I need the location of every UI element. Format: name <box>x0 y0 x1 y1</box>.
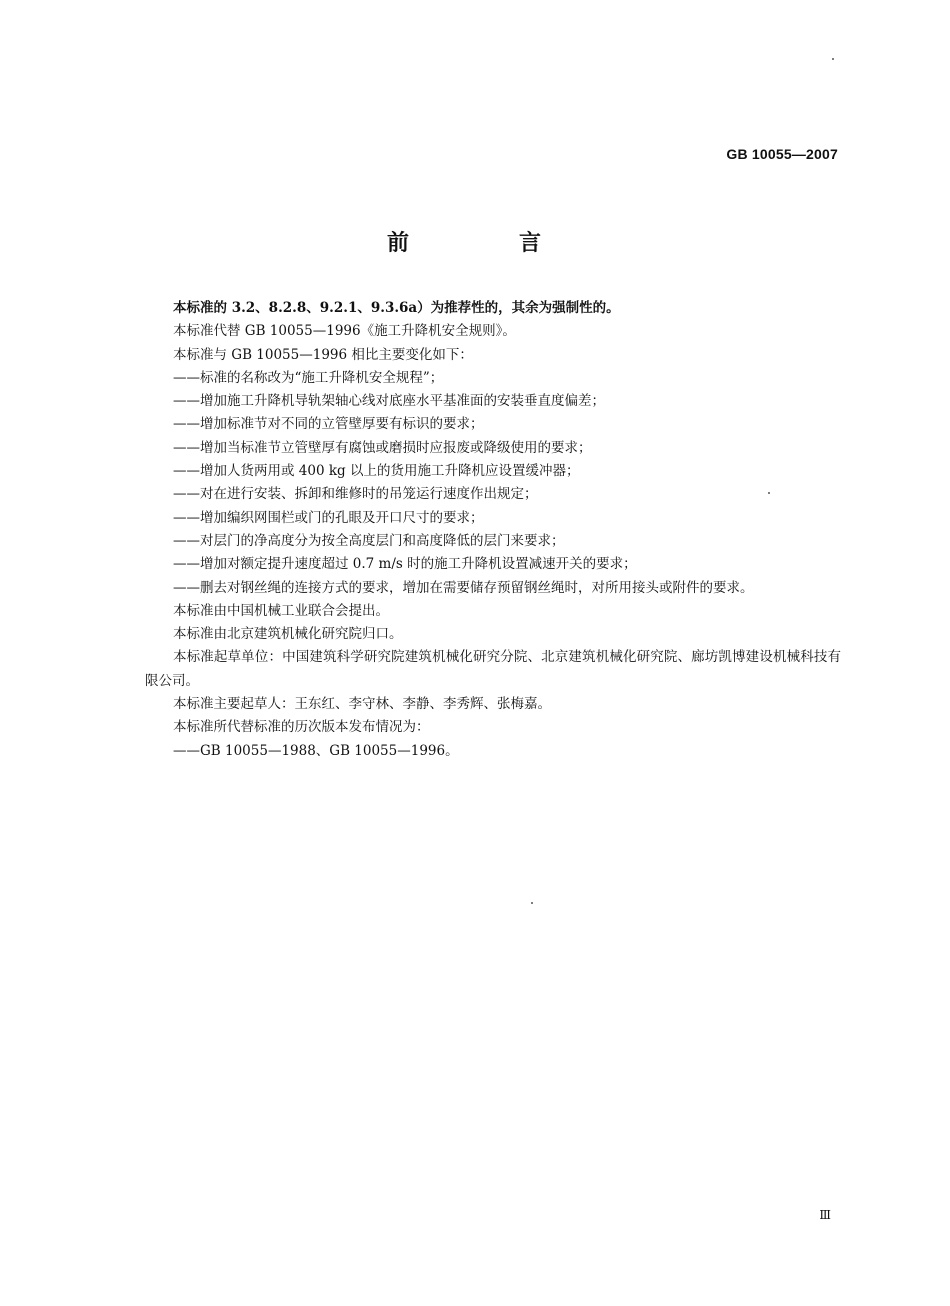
change-item: ——增加施工升降机导轨架轴心线对底座水平基准面的安装垂直度偏差； <box>173 393 605 410</box>
paragraph-drafting-units: 本标准起草单位：中国建筑科学研究院建筑机械化研究分院、北京建筑机械化研究院、廊坊凯博建设机械科技有限公司。 <box>145 649 841 689</box>
page-number: Ⅲ <box>819 1208 830 1222</box>
paragraph-replaces: 本标准代替 GB 10055—1996《施工升降机安全规则》。 <box>173 323 516 340</box>
paragraph-drafters: 本标准主要起草人：王东红、李守林、李静、李秀辉、张梅嘉。 <box>173 696 551 713</box>
change-item: ——增加对额定提升速度超过 0.7 m/s 时的施工升降机设置减速开关的要求； <box>173 556 637 573</box>
paragraph-previous-editions: 本标准所代替标准的历次版本发布情况为： <box>173 719 430 736</box>
scan-speck <box>832 58 834 60</box>
change-item: ——增加当标准节立管壁厚有腐蚀或磨损时应报废或降级使用的要求； <box>173 439 592 456</box>
change-item: ——增加标准节对不同的立管壁厚要有标识的要求； <box>173 416 484 433</box>
scan-speck <box>531 902 533 904</box>
previous-edition-item: ——GB 10055—1988、GB 10055—1996。 <box>173 742 459 759</box>
paragraph-changes-intro: 本标准与 GB 10055—1996 相比主要变化如下： <box>173 346 473 363</box>
paragraph-proposed-by: 本标准由中国机械工业联合会提出。 <box>173 602 389 619</box>
standard-code: GB 10055—2007 <box>726 146 838 162</box>
change-item: ——对在进行安装、拆卸和维修时的吊笼运行速度作出规定； <box>173 486 538 503</box>
paragraph-centralized-by: 本标准由北京建筑机械化研究院归口。 <box>173 626 403 643</box>
change-item: ——对层门的净高度分为按全高度层门和高度降低的层门来要求； <box>173 532 565 549</box>
scan-speck <box>768 492 770 494</box>
preface-body <box>145 297 841 763</box>
change-item: ——删去对钢丝绳的连接方式的要求，增加在需要储存预留钢丝绳时，对所用接头或附件的要求。 <box>173 579 754 596</box>
change-item: ——增加编织网围栏或门的孔眼及开口尺寸的要求； <box>173 509 484 526</box>
page-title: 前 言 <box>386 231 585 256</box>
paragraph-recommended-clauses: 本标准的 3.2、8.2.8、9.2.1、9.3.6a）为推荐性的，其余为强制性的。 <box>173 300 620 316</box>
change-item: ——标准的名称改为“施工升降机安全规程”； <box>173 369 444 386</box>
change-item: ——增加人货两用或 400 kg 以上的货用施工升降机应设置缓冲器； <box>173 463 580 480</box>
